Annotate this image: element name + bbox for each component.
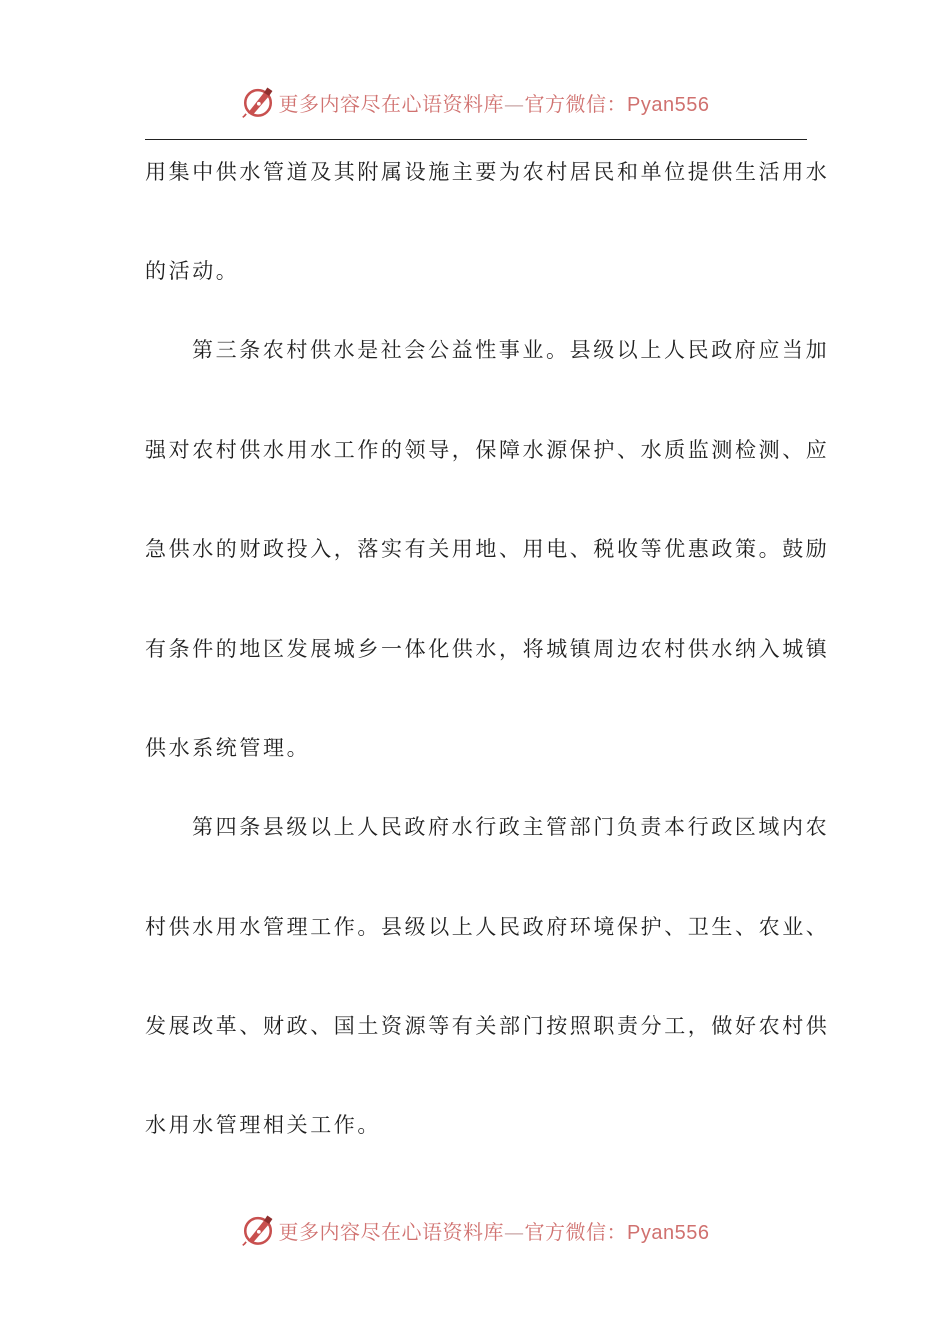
header-banner-wechat-id: Pyan556 <box>627 93 710 116</box>
pen-nib-logo-icon <box>241 85 275 119</box>
pen-nib-logo-icon <box>241 1213 275 1247</box>
footer-banner-separator: — <box>504 1219 525 1244</box>
body-line: 第四条县级以上人民政府水行政主管部门负责本行政区域内农 <box>192 815 830 839</box>
header-banner-separator: — <box>504 91 525 116</box>
body-line: 强对农村供水用水工作的领导，保障水源保护、水质监测检测、应 <box>145 438 830 462</box>
body-line: 急供水的财政投入，落实有关用地、用电、税收等优惠政策。鼓励 <box>145 537 830 561</box>
footer-banner <box>0 1208 950 1252</box>
header-banner-wechat-label: 官方微信： <box>524 91 628 116</box>
body-line: 用集中供水管道及其附属设施主要为农村居民和单位提供生活用水 <box>145 160 830 184</box>
header-banner-text <box>279 88 710 117</box>
header-banner <box>0 80 950 124</box>
body-line: 水用水管理相关工作。 <box>145 1113 381 1137</box>
header-rule <box>145 139 807 140</box>
body-line: 第三条农村供水是社会公益性事业。县级以上人民政府应当加 <box>192 338 830 362</box>
footer-banner-text <box>279 1216 710 1245</box>
body-line: 有条件的地区发展城乡一体化供水，将城镇周边农村供水纳入城镇 <box>145 637 830 661</box>
header-banner-site-name: 更多内容尽在心语资料库 <box>278 91 505 116</box>
footer-banner-wechat-id: Pyan556 <box>627 1221 710 1244</box>
footer-banner-wechat-label: 官方微信： <box>524 1219 628 1244</box>
body-line: 村供水用水管理工作。县级以上人民政府环境保护、卫生、农业、 <box>145 915 830 939</box>
body-line: 的活动。 <box>145 259 240 283</box>
footer-banner-site-name: 更多内容尽在心语资料库 <box>278 1219 505 1244</box>
body-line: 发展改革、财政、国土资源等有关部门按照职责分工，做好农村供 <box>145 1014 830 1038</box>
body-line: 供水系统管理。 <box>145 736 311 760</box>
